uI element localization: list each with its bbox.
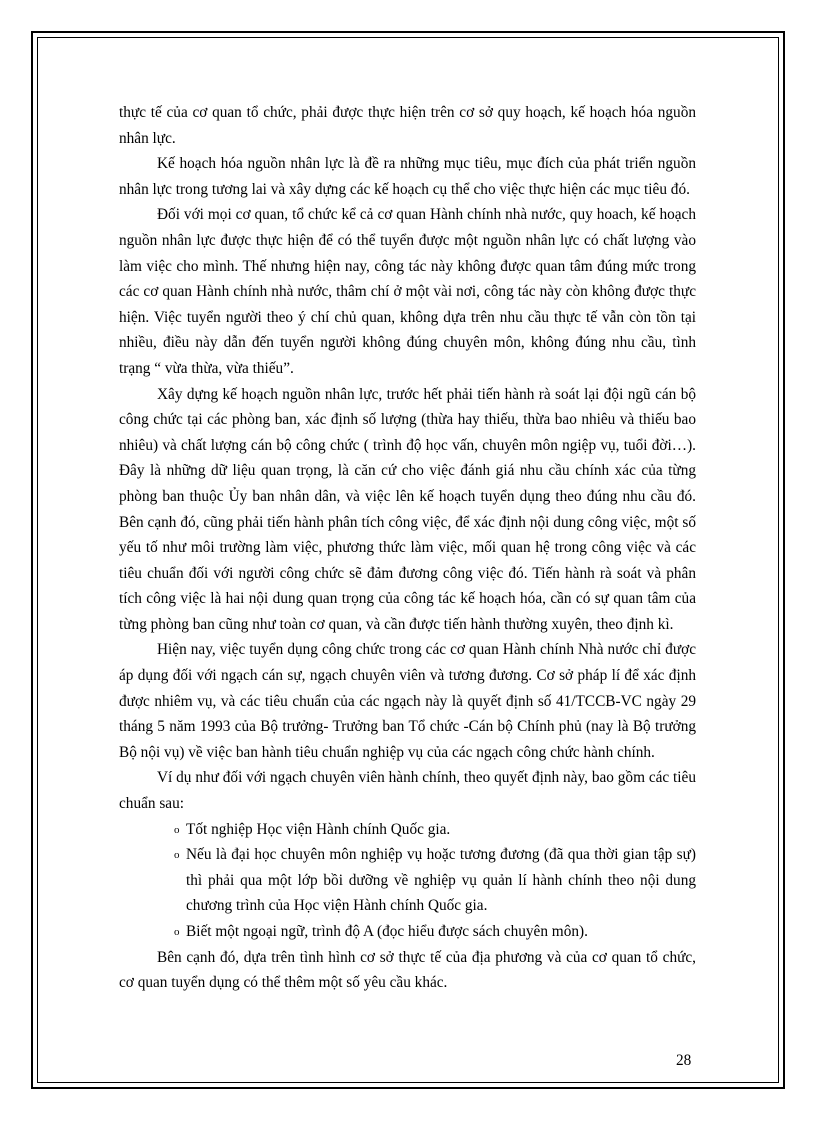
paragraph-agencies: Đối với mọi cơ quan, tổ chức kể cả cơ quan Hành chính nhà nước, quy hoach, kế hoạch nguồn nhân lực được thực hiện để có thể tuyển được một nguồn nhân lực có chất lượng vào làm việc cho mình. Thế nhưng hiện nay, công tác này không được quan tâm đúng mức trong các cơ quan Hành chính nhà nước, thâm chí ở một vài nơi, công tác này còn không được thực hiện. Việc tuyển người theo ý chí chủ quan, không dựa trên nhu cầu thực tế vẫn còn tồn tại nhiều, điều này dẫn đến tuyển người không đúng chuyên môn, không đúng nhu cầu, tình trạng “ vừa thừa, vừa thiếu”.: [119, 206, 696, 377]
paragraph-closing: Bên cạnh đó, dựa trên tình hình cơ sở thực tế của địa phương và của cơ quan tổ chức, cơ quan tuyển dụng có thể thêm một số yêu cầu khác.: [119, 948, 696, 992]
page-number: 28: [676, 1052, 692, 1069]
list-item-text: Biết một ngoại ngữ, trình độ A (đọc hiểu được sách chuyên môn).: [186, 923, 588, 940]
list-item-text: Nếu là đại học chuyên môn nghiệp vụ hoặc tương đương (đã qua thời gian tập sự) thì phải qua một lớp bồi dưỡng về nghiệp vụ quản lí hành chính theo nội dung chương trình của Học viện Hành chính Quốc gia.: [186, 846, 696, 915]
list-item: [119, 919, 696, 945]
paragraph-current-recruitment: Hiện nay, việc tuyển dụng công chức trong các cơ quan Hành chính Nhà nước chỉ được áp dụng đối với ngạch cán sự, ngạch chuyên viên và tương đương. Cơ sở pháp lí để xác định được nhiêm vụ, và các tiêu chuẩn của các ngạch này là quyết định số 41/TCCB-VC ngày 29 tháng 5 năm 1993 của Bộ trưởng- Trưởng ban Tổ chức -Cán bộ Chính phủ (nay là Bộ trưởng Bộ nội vụ) về việc ban hành tiêu chuẩn nghiệp vụ của các ngạch công chức hành chính.: [119, 641, 696, 761]
list-item: [119, 842, 696, 919]
bullet-marker: o: [174, 849, 180, 862]
document-body: [119, 100, 696, 996]
bullet-marker: o: [174, 823, 180, 836]
paragraph-example: Ví dụ như đối với ngạch chuyên viên hành chính, theo quyết định này, bao gồm các tiêu chuẩn sau:: [119, 769, 696, 813]
list-item-text: Tốt nghiệp Học viện Hành chính Quốc gia.: [186, 820, 451, 838]
paragraph-continuation: thực tế của cơ quan tổ chức, phải được thực hiện trên cơ sở quy hoạch, kế hoạch hóa nguồn nhân lực.: [119, 104, 696, 147]
paragraph-build-plan: Xây dựng kế hoạch nguồn nhân lực, trước hết phải tiến hành rà soát lại đội ngũ cán bộ công chức tại các phòng ban, xác định số lượng (thừa hay thiếu, thừa bao nhiêu và thiếu bao nhiêu) và chất lượng cán bộ công chức ( trình độ học vấn, chuyên môn ngiệp vụ, tuổi đời…). Đây là những dữ liệu quan trọng, là căn cứ cho việc đánh giá nhu cầu chính xác của từng phòng ban thuộc Ủy ban nhân dân, và việc lên kế hoạch tuyển dụng theo đúng nhu cầu đó. Bên cạnh đó, cũng phải tiến hành phân tích công việc, để xác định nội dung công việc, một số yếu tố như môi trường làm việc, phương thức làm việc, mối quan hệ trong công việc và các tiêu chuẩn đối với người công chức sẽ đảm đương công việc đó. Tiến hành rà soát và phân tích công việc là hai nội dung quan trọng của công tác kế hoạch hóa, cần có sự quan tâm của từng phòng ban cũng như toàn cơ quan, và cần được tiến hành thường xuyên, theo định kì.: [119, 385, 696, 633]
list-item: [119, 817, 696, 843]
paragraph-planning-definition: Kế hoạch hóa nguồn nhân lực là đề ra những mục tiêu, mục đích của phát triển nguồn nhân lực trong tương lai và xây dựng các kế hoạch cụ thể cho việc thực hiện các mục tiêu đó.: [119, 155, 696, 198]
bullet-marker: o: [174, 926, 180, 938]
